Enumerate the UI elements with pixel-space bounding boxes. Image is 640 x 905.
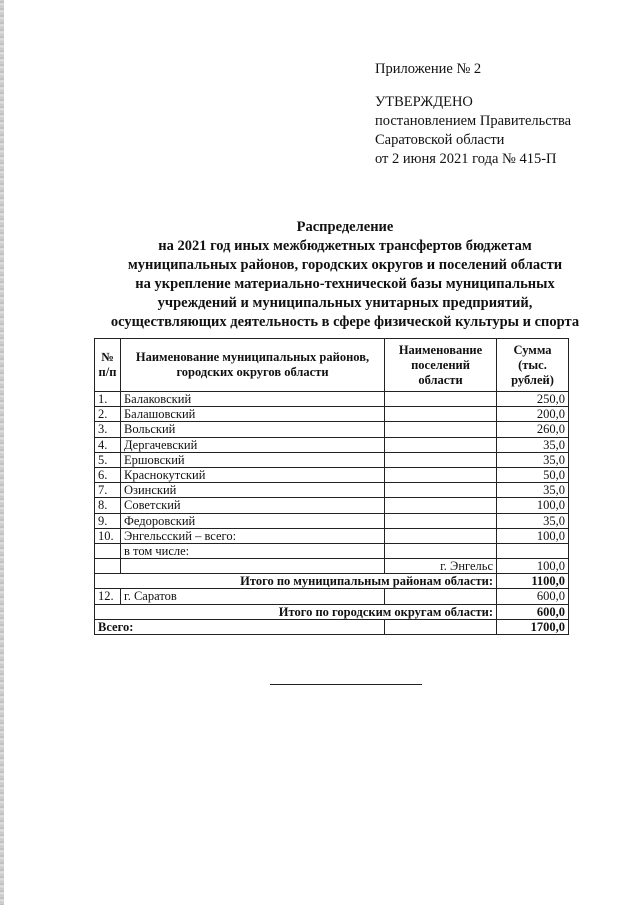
row-sum: 200,0 bbox=[497, 407, 569, 422]
scan-edge-artifact bbox=[0, 0, 4, 905]
row-name: Дергачевский bbox=[121, 437, 385, 452]
row-settlement bbox=[385, 589, 497, 604]
table-row bbox=[95, 513, 569, 528]
total-cities-row bbox=[95, 604, 569, 619]
row-num: 9. bbox=[95, 513, 121, 528]
table-row bbox=[95, 483, 569, 498]
row-settlement: г. Энгельс bbox=[385, 559, 497, 574]
header-sum: Сумма (тыс. рублей) bbox=[497, 339, 569, 392]
row-sum: 260,0 bbox=[497, 422, 569, 437]
row-settlement bbox=[385, 467, 497, 482]
title-line: Распределение bbox=[296, 219, 394, 235]
table-row bbox=[95, 528, 569, 543]
total-districts-label: Итого по муниципальным районам области: bbox=[95, 574, 497, 589]
row-sum: 100,0 bbox=[497, 559, 569, 574]
table-row bbox=[95, 407, 569, 422]
table-row bbox=[95, 543, 569, 558]
header-settlement: Наименование поселений области bbox=[385, 339, 497, 392]
table-row bbox=[95, 452, 569, 467]
row-name: Балаковский bbox=[121, 392, 385, 407]
row-num: 6. bbox=[95, 467, 121, 482]
row-settlement bbox=[385, 483, 497, 498]
row-settlement bbox=[385, 513, 497, 528]
row-num bbox=[95, 543, 121, 558]
row-settlement bbox=[385, 392, 497, 407]
row-settlement bbox=[385, 437, 497, 452]
document-title bbox=[90, 218, 600, 332]
title-line: на укрепление материально-технической базы муниципальных bbox=[135, 276, 555, 292]
row-sum: 100,0 bbox=[497, 528, 569, 543]
row-settlement bbox=[385, 543, 497, 558]
table-row bbox=[95, 589, 569, 604]
row-sum: 35,0 bbox=[497, 437, 569, 452]
end-separator-line bbox=[270, 684, 422, 685]
row-name: в том числе: bbox=[121, 543, 385, 558]
row-sum: 50,0 bbox=[497, 467, 569, 482]
row-name: г. Саратов bbox=[121, 589, 385, 604]
header-num: № п/п bbox=[95, 339, 121, 392]
table-row bbox=[95, 498, 569, 513]
grand-total-sum: 1700,0 bbox=[497, 619, 569, 634]
row-num: 5. bbox=[95, 452, 121, 467]
row-num: 4. bbox=[95, 437, 121, 452]
grand-total-row bbox=[95, 619, 569, 634]
row-settlement bbox=[385, 407, 497, 422]
row-num bbox=[95, 559, 121, 574]
row-settlement bbox=[385, 528, 497, 543]
row-name: Вольский bbox=[121, 422, 385, 437]
header-name: Наименование муниципальных районов, городских округов области bbox=[121, 339, 385, 392]
row-name: Советский bbox=[121, 498, 385, 513]
row-num: 7. bbox=[95, 483, 121, 498]
approval-line-1: постановлением Правительства bbox=[375, 113, 572, 129]
approval-line-3: от 2 июня 2021 года № 415-П bbox=[375, 151, 557, 167]
row-settlement bbox=[385, 452, 497, 467]
row-sum: 35,0 bbox=[497, 513, 569, 528]
title-line: на 2021 год иных межбюджетных трансфертов бюджетам bbox=[158, 238, 532, 254]
table-row bbox=[95, 422, 569, 437]
table-header-row bbox=[95, 339, 569, 392]
row-name: Балашовский bbox=[121, 407, 385, 422]
row-name: Краснокутский bbox=[121, 467, 385, 482]
table-row bbox=[95, 437, 569, 452]
row-name: Энгельсский – всего: bbox=[121, 528, 385, 543]
row-num: 2. bbox=[95, 407, 121, 422]
table-row bbox=[95, 559, 569, 574]
title-line: учреждений и муниципальных унитарных предприятий, bbox=[157, 295, 533, 311]
row-sum: 600,0 bbox=[497, 589, 569, 604]
total-cities-label: Итого по городским округам области: bbox=[95, 604, 497, 619]
row-sum bbox=[497, 543, 569, 558]
title-line: муниципальных районов, городских округов и поселений области bbox=[127, 257, 563, 273]
row-num: 8. bbox=[95, 498, 121, 513]
row-name bbox=[121, 559, 385, 574]
approval-block bbox=[375, 60, 615, 169]
total-districts-row bbox=[95, 574, 569, 589]
table-row bbox=[95, 467, 569, 482]
row-name: Озинский bbox=[121, 483, 385, 498]
title-line: осуществляющих деятельность в сфере физической культуры и спорта bbox=[110, 314, 580, 330]
approval-line-2: Саратовской области bbox=[375, 132, 505, 148]
grand-total-label: Всего: bbox=[95, 619, 385, 634]
row-sum: 250,0 bbox=[497, 392, 569, 407]
appendix-number: Приложение № 2 bbox=[375, 61, 482, 77]
row-sum: 35,0 bbox=[497, 483, 569, 498]
row-sum: 35,0 bbox=[497, 452, 569, 467]
distribution-table bbox=[94, 338, 569, 635]
row-num: 10. bbox=[95, 528, 121, 543]
row-name: Федоровский bbox=[121, 513, 385, 528]
row-settlement bbox=[385, 498, 497, 513]
total-cities-sum: 600,0 bbox=[497, 604, 569, 619]
row-name: Ершовский bbox=[121, 452, 385, 467]
row-settlement bbox=[385, 422, 497, 437]
row-sum: 100,0 bbox=[497, 498, 569, 513]
row-num: 12. bbox=[95, 589, 121, 604]
table-row bbox=[95, 392, 569, 407]
row-num: 1. bbox=[95, 392, 121, 407]
grand-total-empty bbox=[385, 619, 497, 634]
approved-stamp-text: УТВЕРЖДЕНО bbox=[375, 94, 473, 110]
row-num: 3. bbox=[95, 422, 121, 437]
total-districts-sum: 1100,0 bbox=[497, 574, 569, 589]
